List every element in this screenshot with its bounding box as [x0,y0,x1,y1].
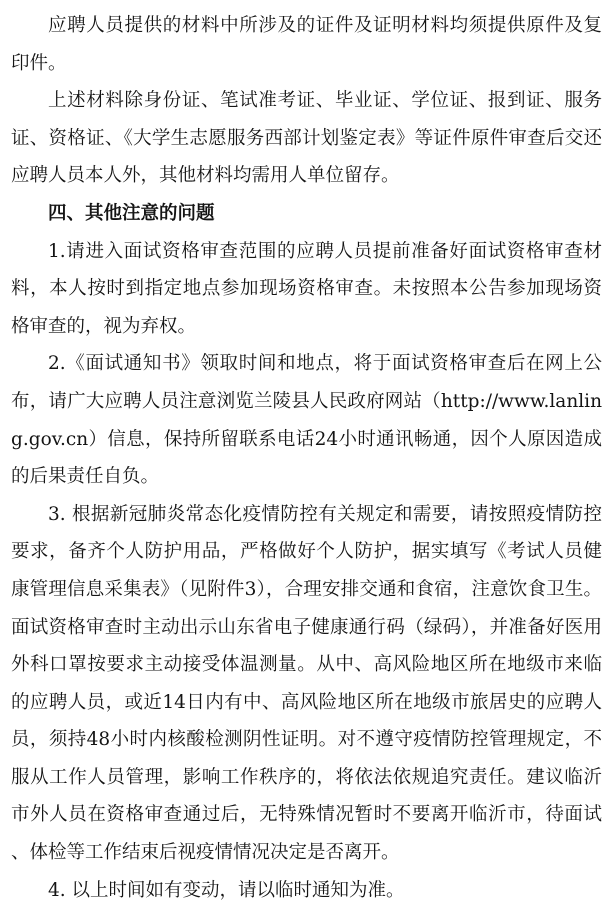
paragraph-materials-originals: 应聘人员提供的材料中所涉及的证件及证明材料均须提供原件及复印件。 [11,15,602,74]
paragraph-materials-retention: 上述材料除身份证、笔试准考证、毕业证、学位证、报到证、服务证、资格证、《大学生志愿服务西部计划鉴定表》等证件原件审查后交还应聘人员本人外，其他材料均需用人单位留存。 [11,90,602,187]
section-heading: 四、其他注意的问题 [48,202,215,224]
notice-item-3: 3. 根据新冠肺炎常态化疫情防控有关规定和需要，请按照疫情防控要求，备齐个人防护用品，严格做好个人防护，据实填写《考试人员健康管理信息采集表》（见附件3），合理安排交通和食宿，注意饮食卫生。面试资格审查时主动出示山东省电子健康通行码（绿码），并准备好医用外科口罩按要求主动接受体温测量。从中、高风险地区所在地级市来临的应聘人员，或近14日内有中、高风险地区所在地级市旅居史的应聘人员，须持48小时内核酸检测阴性证明。对不遵守疫情防控管理规定，不服从工作人员管理，影响工作秩序的，将依法依规追究责任。建议临沂市外人员在资格审查通过后，无特殊情况暂时不要离开临沂市，待面试、体检等工作结束后视疫情情况决定是否离开。 [11,503,602,864]
notice-item-1: 1.请进入面试资格审查范围的应聘人员提前准备好面试资格审查材料，本人按时到指定地点参加现场资格审查。未按照本公告参加现场资格审查的，视为弃权。 [11,240,602,337]
notice-item-2: 2.《面试通知书》领取时间和地点，将于面试资格审查后在网上公布，请广大应聘人员注意浏览兰陵县人民政府网站（http://www.lanling.gov.cn）信息，保持所留联系电话24小时通讯畅通，因个人原因造成的后果责任自负。 [11,353,602,488]
notice-item-4: 4. 以上时间如有变动，请以临时通知为准。 [48,879,405,901]
